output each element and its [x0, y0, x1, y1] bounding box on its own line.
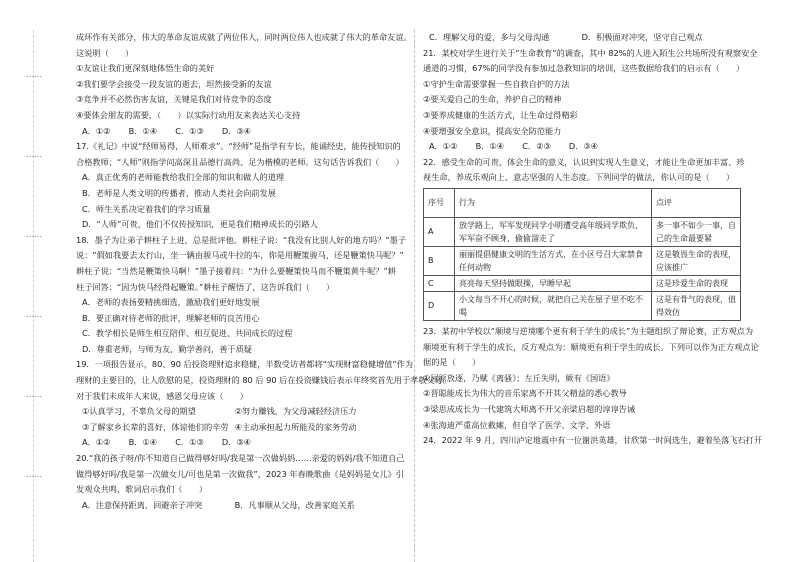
q20-option-b[interactable]: B．凡事顺从父母，改善家庭关系: [234, 499, 355, 510]
q16-stem-line: 成环作有关部分，伟大的革命友谊成就了两位伟人，同时两位伟人也成就了伟大的革命友谊。: [76, 32, 412, 42]
q18-option-a[interactable]: A．老师的表扬要精挑细选，激励我们更好地发展: [82, 297, 260, 308]
q16-option-b[interactable]: B．①④: [128, 125, 158, 136]
q16-statement: ①友谊让我们更深刻地体悟生命的美好: [76, 63, 215, 74]
q22-row-behavior: 丽丽提倡健康文明的生活方式，在小区号召大家禁食任何动物: [455, 246, 652, 275]
q16-option-a[interactable]: A．①②: [82, 125, 111, 136]
q21-statement: ③要养成健康的生活方式，让生命过得精彩: [423, 109, 578, 120]
q22-header-index: 序号: [424, 188, 455, 217]
q21-statement: ②要关爱自己的生命，养护自己的精神: [423, 94, 562, 105]
q17-stem: 17.《礼记》中说“经师易得，人师难求”。“经师”是指学有专长，能诵经史，能传授知识的: [76, 141, 401, 152]
q17-option-a[interactable]: A．真正优秀的老师能教给我们全部的知识和做人的道理: [82, 172, 285, 183]
table-row[interactable]: [424, 217, 741, 246]
q16-option-c[interactable]: C．①③: [175, 125, 204, 136]
q19-option-c[interactable]: C．①③: [175, 437, 204, 448]
q18-stem: 柱子回答：“因为快马经得起鞭策。”耕柱子醒悟了，这告诉我们（ ）: [76, 281, 335, 292]
binding-mark: ……: [26, 390, 42, 399]
binding-line: [33, 30, 34, 562]
q22-table: [423, 188, 741, 321]
q22-row-index: D: [424, 291, 455, 320]
q22-row-comment: 多一事不如少一事，自己的生命最要紧: [652, 217, 741, 246]
q21-stem: 21．某校对学生进行关于“生命教育”的调查，其中 82%的人进入陌生公共场所没有观察安全: [423, 47, 758, 58]
q22-stem: 22．感受生命的可贵，体会生命的意义，认识到实现人生意义，才能让生命更加丰富、珍: [423, 156, 745, 167]
q20-stem: 做得够好吗/我是第一次做女儿/可也是第一次做我”，2023 年春晚歌曲《是妈妈是女儿》引: [76, 468, 404, 479]
q23-statement: ①屈原放逐，乃赋《离骚》；左丘失明，厥有《国语》: [423, 372, 615, 383]
q16-statement: ③竞争并不必然伤害友谊，关键是我们对待竞争的态度: [76, 94, 272, 105]
q19-stem: 对于我们未成年人来说，感恩父母应该（ ）: [76, 390, 248, 401]
q22-row-comment: 这是敬畏生命的表现，应该推广: [652, 246, 741, 275]
q23-stem: 顺境更有利于学生的成长，反方观点为：顺境更有利于学生的成长。下列可以作为正方观点论: [423, 341, 759, 352]
table-row[interactable]: [424, 246, 741, 275]
q16-statement: ④要体会朋友的需要，（ ）以实际行动用友来表达关心支持: [76, 109, 301, 120]
q17-option-b[interactable]: B．老师是人类文明的传播者，推动人类社会向前发展: [82, 187, 276, 198]
q23-statement: ④张海迪严重高位截瘫，但自学了医学、文学、外语: [423, 419, 611, 430]
binding-mark: ……: [26, 470, 42, 479]
q22-row-index: A: [424, 217, 455, 246]
q21-options: [423, 139, 741, 155]
binding-mark: ……: [26, 70, 42, 79]
q19-statements: [76, 404, 406, 420]
q22-row-index: B: [424, 246, 455, 275]
q21-stem: 通道的习惯，67%的同学没有参加过急救知识的培训，这些数据给我们的启示有（ ）: [423, 63, 745, 74]
q23-stem: 23．某初中学校以“顺境与逆境哪个更有利于学生的成长”为主题组织了辩论赛，正方观点为: [423, 325, 754, 336]
binding-strip: [22, 30, 46, 562]
binding-mark: ……: [26, 310, 42, 319]
table-row[interactable]: [424, 291, 741, 320]
q18-option-b[interactable]: B．要正确对待老师的批评，理解老师的良苦用心: [82, 312, 260, 323]
q20-option-c[interactable]: C．理解父母的爱，多与父母沟通: [429, 32, 550, 42]
q24-stem: 24．2022 年 9 月，四川泸定地震中有一位谢洪英雄，甘欣第一时间选生，避着坠落飞石打开: [423, 435, 763, 446]
q23-stem: 据的是（ ）: [423, 357, 481, 368]
q20-option-a[interactable]: A．注意保持距离，回避亲子冲突: [82, 499, 203, 510]
q19-statement-1: ①认真学习，不辜负父母的期望: [82, 406, 196, 417]
q16-options: [76, 124, 406, 140]
q18-stem: 说：“假如我要去太行山，坐一辆由骏马或牛拉的车，你是用鞭策骏马，还是鞭策快马呢？”: [76, 250, 404, 261]
q22-row-behavior: 小文每当不开心的时候，就把自己关在屋子里不吃不喝: [455, 291, 652, 320]
q17-option-c[interactable]: C．师生关系决定着我们的学习质量: [82, 203, 211, 214]
q21-option-d[interactable]: D．③④: [568, 141, 599, 152]
q22-row-behavior: 亮亮每天坚持做眼操，早睡早起: [455, 275, 652, 291]
q20-options-continued: [423, 30, 741, 46]
q21-option-b[interactable]: B．①④: [475, 141, 505, 152]
q22-header-comment: 点评: [652, 188, 741, 217]
q20-option-d[interactable]: D．积极面对冲突，坚守自己观点: [581, 32, 703, 42]
q21-option-c[interactable]: C．②③: [522, 141, 551, 152]
q20-stem: 20.“我的孩子呀/你不知道自己做得够好吗/我是第一次做妈妈……亲爱的妈妈/我不知道自己: [76, 453, 405, 464]
q21-option-a[interactable]: A．①②: [429, 141, 458, 152]
binding-mark: ……: [26, 230, 42, 239]
right-column: [423, 30, 763, 562]
q19-option-b[interactable]: B．①④: [128, 437, 158, 448]
column-divider: [414, 30, 415, 562]
q19-option-d[interactable]: D．③④: [221, 437, 252, 448]
q19-stem: 理财的主要目的，让人欣慰的是，投资理财的 80 后 90 后在投资赚钱后表示年终奖首先用于孝敬父母。: [76, 375, 452, 386]
q19-option-a[interactable]: A．①②: [82, 437, 111, 448]
q20-options: [76, 498, 406, 514]
q16-stem-line: 这说明（ ）: [76, 47, 134, 58]
q16-option-d[interactable]: D．③④: [221, 125, 252, 136]
q23-statement: ③梁思成成长为一代建筑大师离不开父亲梁启超的谆谆告诫: [423, 403, 636, 414]
q19-stem: 19．一项报告显示，80、90 后投资理财追求稳健，半数受访者都将“实现财富稳健增值”作为: [76, 359, 414, 370]
q19-statement-2: ②努力赚钱，为父母减轻经济压力: [234, 406, 357, 417]
q20-stem: 发观众共鸣，歌词启示我们（ ）: [76, 484, 208, 495]
q19-statements: [76, 420, 406, 436]
q21-statement: ④要增强安全意识，提高安全防范能力: [423, 125, 562, 136]
q21-statement: ①守护生命需要掌握一些自救自护的方法: [423, 78, 570, 89]
q22-table-header: [424, 188, 741, 217]
q22-row-behavior: 放学路上，军军发现同学小明遭受高年级同学欺负，军军奋不顾身，偷偷溜走了: [455, 217, 652, 246]
q22-row-comment: 这是珍爱生命的表现: [652, 275, 741, 291]
q18-stem: 耕柱子说：“当然是鞭策快马啊！”墨子接着问：“为什么要鞭策快马而不鞭策黄牛呢？”耕: [76, 265, 396, 276]
binding-mark: ……: [26, 150, 42, 159]
q16-statement: ②我们要学会接受一段友谊的逝去，坦然接受新的友谊: [76, 78, 272, 89]
q18-option-c[interactable]: C．教学相长是师生相互陪伴、相互促进、共同成长的过程: [82, 328, 293, 339]
q22-row-comment: 这是有骨气的表现，值得效仿: [652, 291, 741, 320]
q19-statement-4: ④主动承担起力所能及的家务劳动: [234, 421, 357, 432]
q19-options: [76, 435, 406, 451]
q22-row-index: C: [424, 275, 455, 291]
q23-statement: ②晋聪能成长为伟大的音乐家离不开其父精益的悉心教导: [423, 388, 627, 399]
q19-statement-3: ③了解家乡长辈的喜好，体谅他们的辛劳: [82, 421, 229, 432]
table-row[interactable]: [424, 275, 741, 291]
q18-option-d[interactable]: D．尊重老师，与师为友，勤学善问，善于质疑: [82, 343, 253, 354]
q17-stem: 合格教师；“人师”则指学问高深且品德行高尚、足为楷模的老师。这句话告诉我们（ ）: [76, 156, 404, 167]
q17-option-d[interactable]: D．“人师”可贵，他们不仅传授知识，更是我们精神成长的引路人: [82, 219, 318, 230]
q18-stem: 18．墨子为让弟子耕柱子上进，总是批评他。耕柱子说：“我没有比别人好的地方吗？”墨子: [76, 234, 407, 245]
q22-header-behavior: 行为: [455, 188, 652, 217]
q22-stem: 视生命，养成乐观向上、意志坚强的人生态度。下列同学的做法，你认可的是（ ）: [423, 172, 735, 183]
